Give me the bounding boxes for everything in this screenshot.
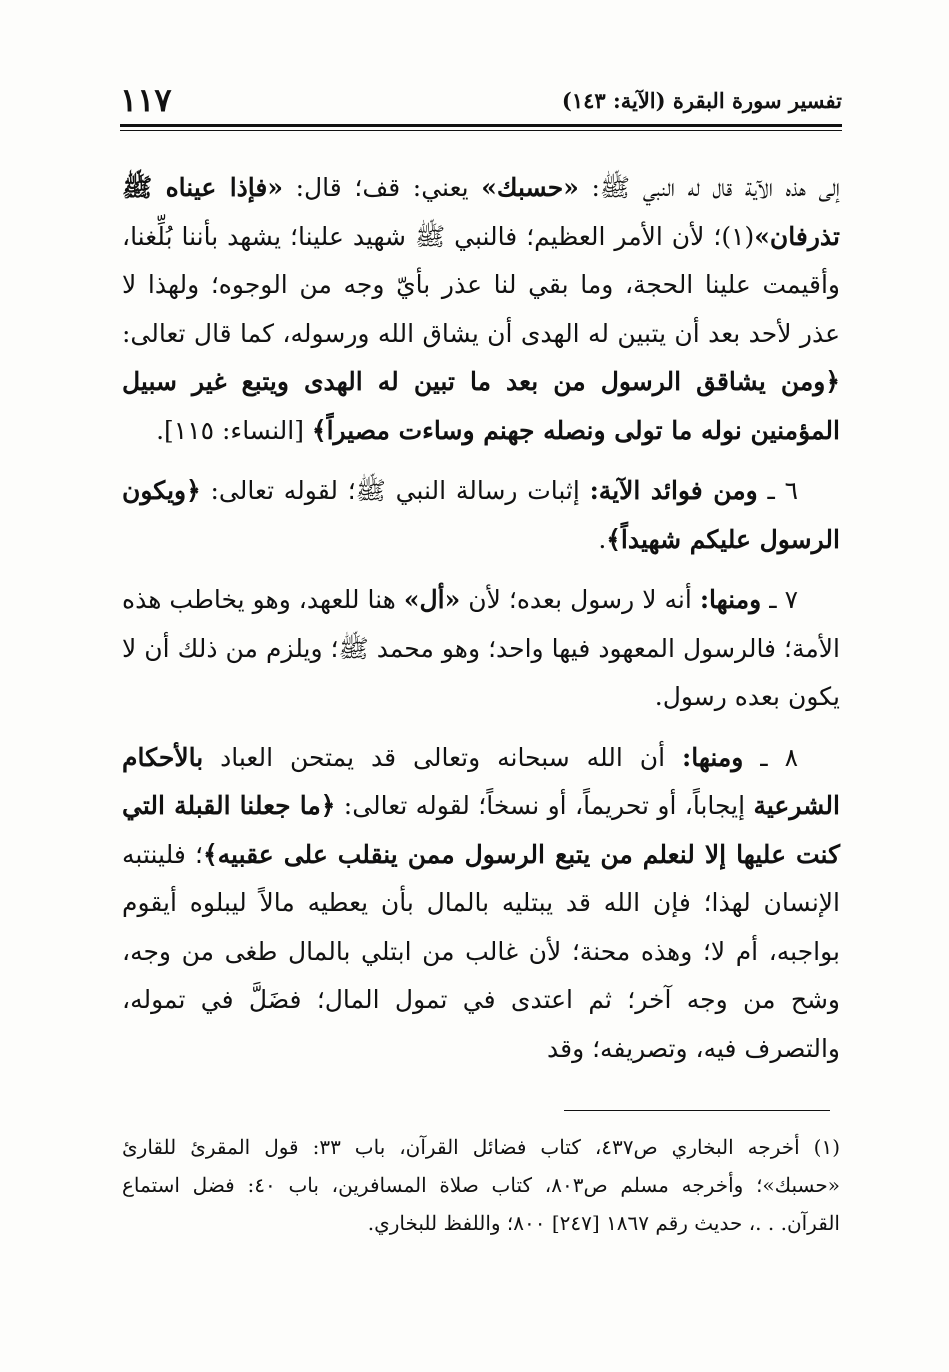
verse-reference: [النساء: ١١٥]. [156,415,312,445]
item-number: ٦ ـ [757,476,799,505]
benefit-heading: ومن فوائد الآية: [589,476,758,505]
text-run: (١)؛ لأن الأمر العظيم؛ فالنبي ﷺ شهيد علينا؛ يشهد بأننا بُلِّغنا، وأقيمت علينا الحجة، وما بقي لنا عذر بأيّ وجه من الوجوه؛ ولهذا لا عذر لأحد بعد أن يتبين له الهدى أن يشاق الله ورسوله، كما قال تعالى: [122,221,840,348]
emphasized-term: بالأحكام الشرعية [122,742,840,820]
quran-verse: ﴿ويكون الرسول عليكم شهيداً﴾ [122,476,840,554]
footnote-1: (١) أخرجه البخاري ص٤٣٧، كتاب فضائل القرآن، باب ٣٣: قول المقرئ للقارئ «حسبك»؛ وأخرجه مسلم ص٨٠٣، كتاب صلاة المسافرين، باب ٤٠: فضل استماع القرآن. . .، حديث رقم ١٨٦٧ [٢٤٧] ٨٠٠؛ واللفظ للبخاري. [122,1135,840,1235]
paragraph-continuation [122,164,840,455]
paragraph-benefit-6 [122,467,840,564]
paragraph-benefit-8 [122,734,840,1074]
benefit-heading: ومنها: [699,585,762,614]
hadith-quote: «حسبك» [481,173,579,202]
text-run: أن الله سبحانه وتعالى قد يمتحن العباد [203,742,682,772]
benefit-heading: ومنها: [682,742,744,772]
text-run: يعني: قف؛ قال: [282,173,482,202]
item-number: ٧ ـ [761,585,799,614]
text-run: إثبات رسالة النبي ﷺ؛ لقوله تعالى: [200,476,590,505]
hadith-quote: «فإذا عيناه ﷺ تذرفان» [122,173,840,251]
paragraph-benefit-7 [122,576,840,722]
running-header [120,81,842,126]
text-run: هنا للعهد، وهو يخاطب هذه الأمة؛ فالرسول المعهود فيها واحد؛ وهو محمد ﷺ؛ ويلزم من ذلك أن لا يكون بعده رسول. [122,585,840,711]
quran-verse: ﴿ومن يشاقق الرسول من بعد ما تبين له الهدى ويتبع غير سبيل المؤمنين نوله ما تولى ونصله جهنم وساءت مصيراً﴾ [122,367,840,445]
footnote-separator [564,1110,830,1111]
text-run: إلى هذه الآية قال له النبي ﷺ: [578,173,840,202]
footnote [122,1128,840,1242]
quran-verse: ﴿ما جعلنا القبلة التي كنت عليها إلا لنعلم من يتبع الرسول ممن ينقلب على عقبيه﴾ [122,791,840,869]
quoted-term: «أل» [403,585,461,614]
text-run: إيجاباً، أو تحريماً، أو نسخاً؛ لقوله تعالى: [335,791,754,820]
main-text [122,164,840,1073]
text-run: . [598,524,607,554]
text-run: أنه لا رسول بعده؛ لأن [460,585,700,614]
page-number: ١١٧ [120,81,172,119]
text-run: ؛ فلينتبه الإنسان لهذا؛ فإن الله قد يبتليه بالمال بأن يعطيه مالاً ليبلوه أيقوم بواجبه، أم لا؛ وهذه محنة؛ لأن غالب من ابتلي بالمال طغى من وجه، وشح من وجه آخر؛ ثم اعتدى في تمول المال؛ فضَلَّ في تموله، والتصرف فيه، وتصريفه؛ وقد [122,839,840,1063]
running-title: تفسير سورة البقرة (الآية: ١٤٣) [561,88,842,113]
header-rule-thick [120,124,842,127]
header-rule-thin [120,130,842,131]
item-number: ٨ ـ [743,742,798,772]
